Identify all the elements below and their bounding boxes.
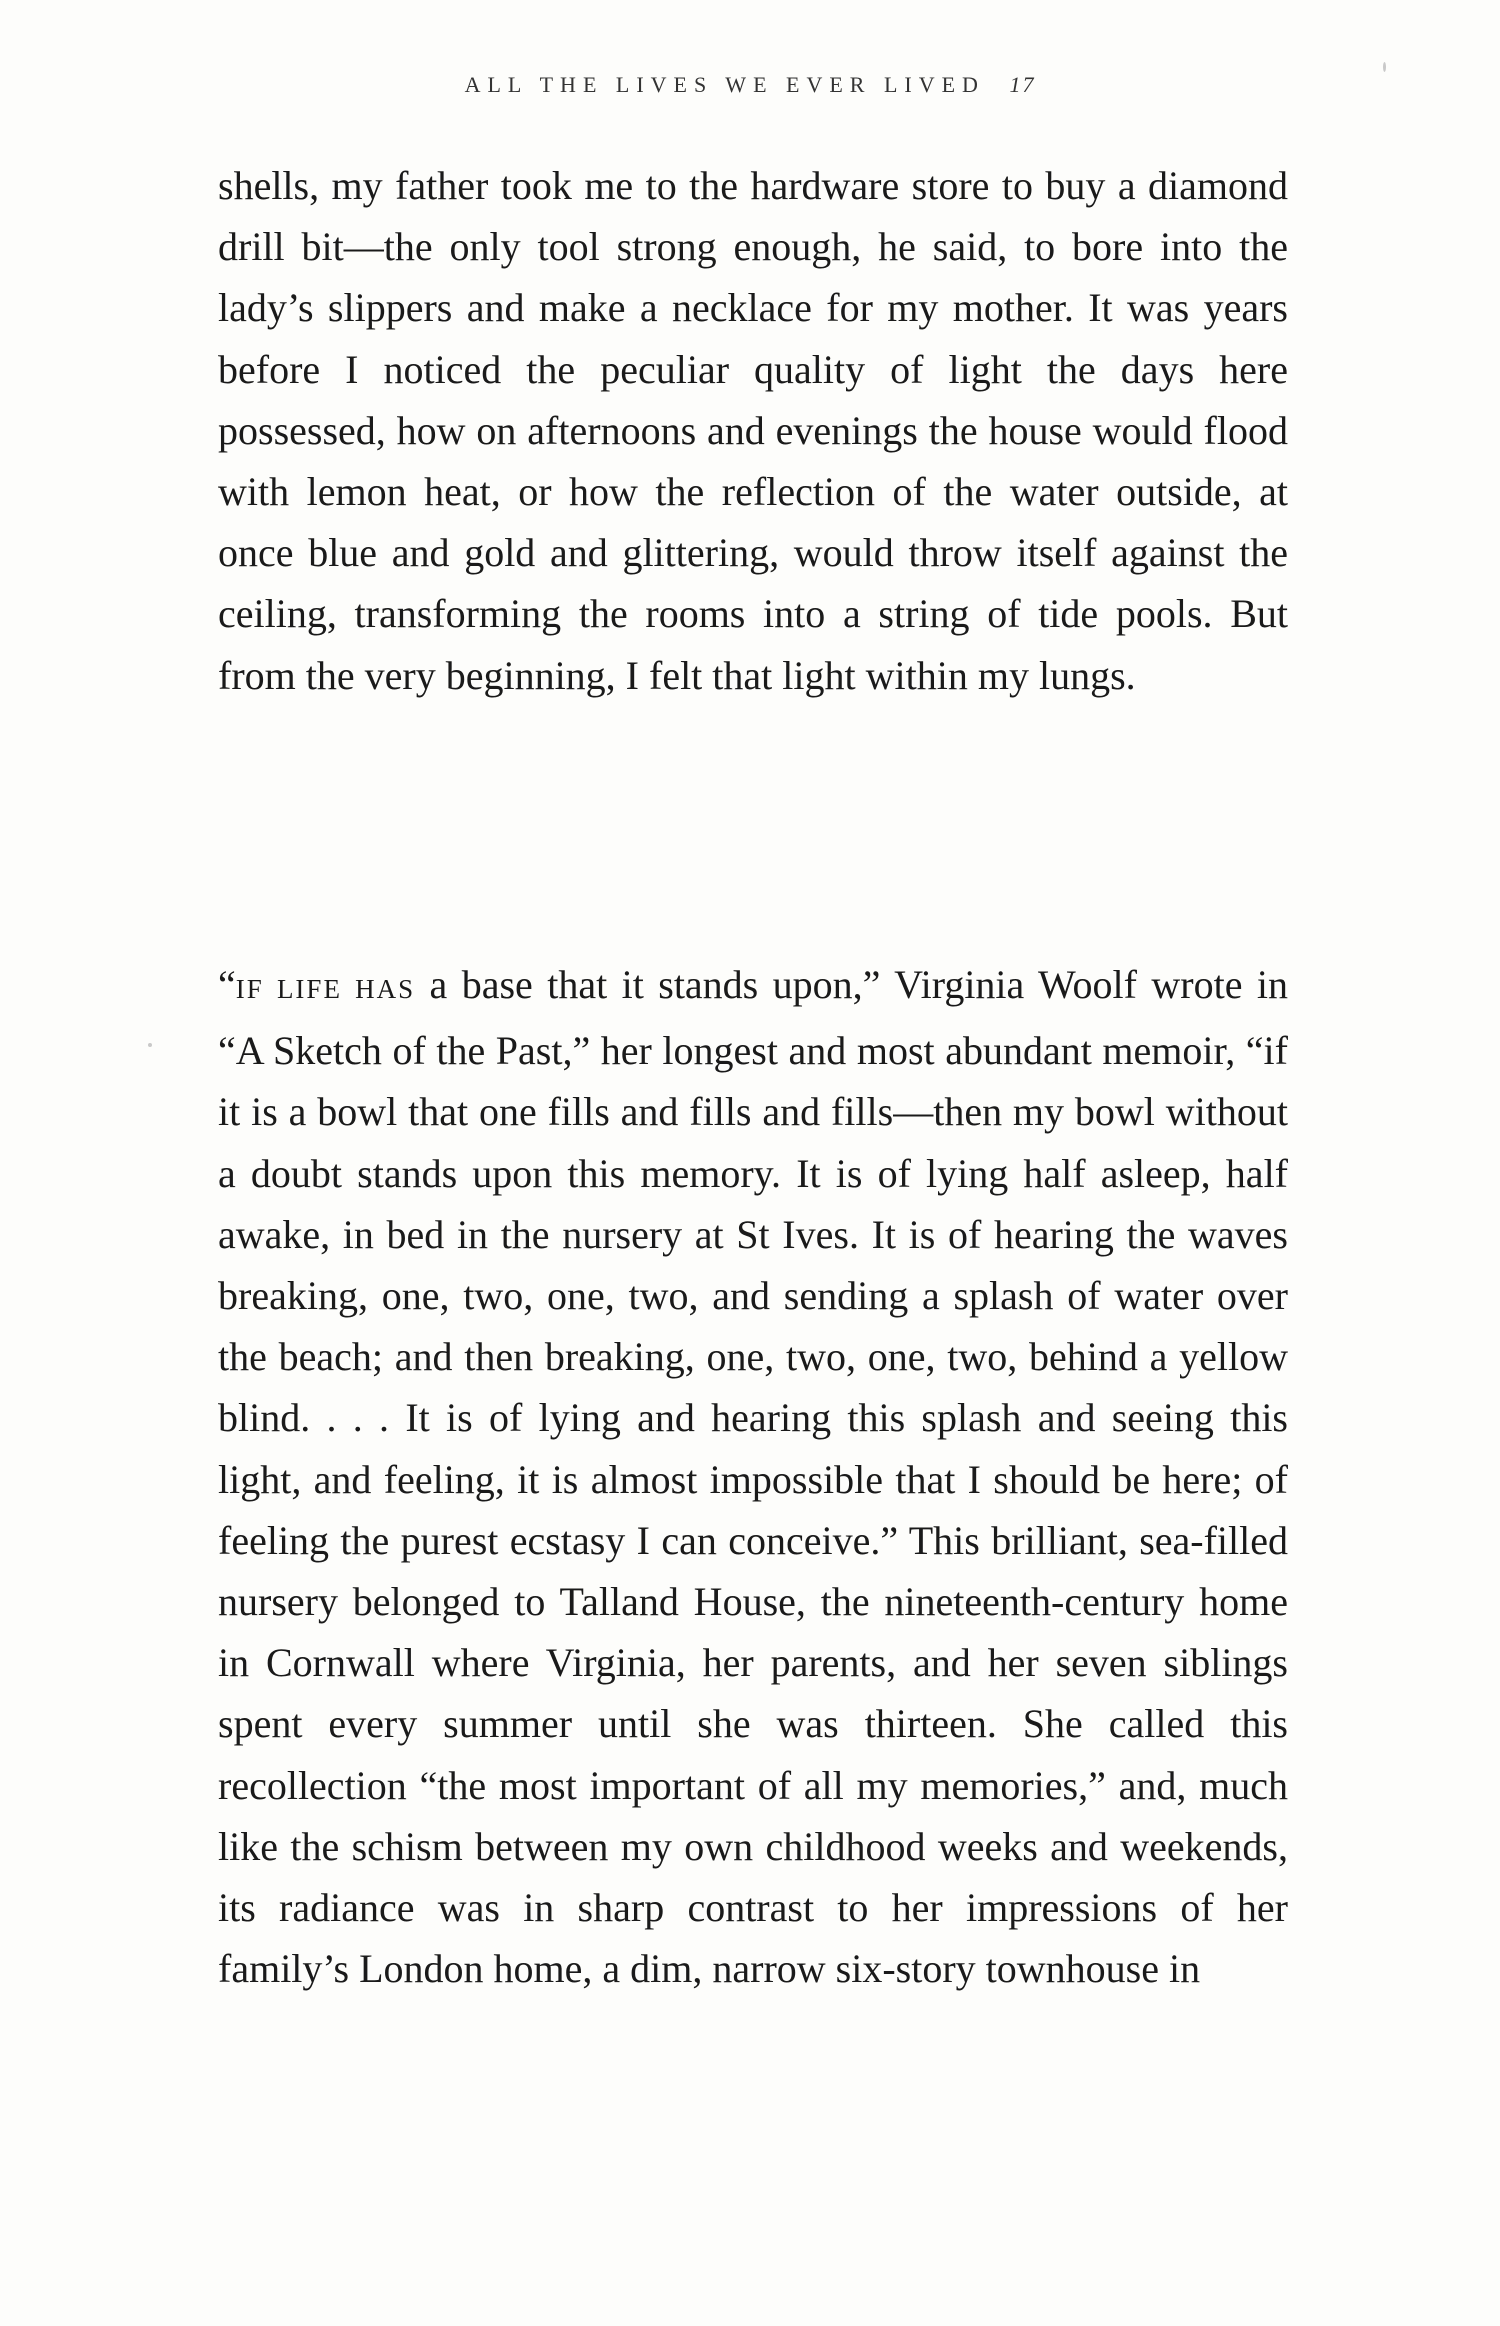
paragraph-continuation bbox=[218, 155, 1288, 706]
paragraph-2-text: a base that it stands upon,” Virginia Woolf wrote in “A Sketch of the Past,” her longest and most abundant memoir, “if it is a bowl that one fills and fills and fills—then my bowl without a doubt stands upon this memory. It is of lying half asleep, half awake, in bed in the nursery at St Ives. It is of hearing the waves breaking, one, two, one, two, and sending a splash of water over the beach; and then breaking, one, two, one, two, behind a yellow blind. . . . It is of lying and hearing this splash and seeing this light, and feeling, it is almost impossible that I should be here; of feeling the purest ecstasy I can conceive.” This brilliant, sea-filled nursery belonged to Talland House, the nineteenth-century home in Cornwall where Virginia, her parents, and her seven siblings spent every summer until she was thirteen. She called this recollection “the most important of all my memories,” and, much like the schism between my own childhood weeks and weekends, its radiance was in sharp contrast to her impressions of her family’s London home, a dim, narrow six-story townhouse in bbox=[218, 962, 1288, 1992]
paragraph-section-opening bbox=[218, 954, 1288, 1999]
smallcaps-lead: IF LIFE HAS bbox=[235, 974, 416, 1004]
paragraph-1-text: shells, my father took me to the hardware store to buy a diamond drill bit—the only tool strong enough, he said, to bore into the lady’s slippers and make a necklace for my mother. It was years before I noticed the peculiar quality of light the days here possessed, how on afternoons and evenings the house would flood with lemon heat, or how the reflection of the water outside, at once blue and gold and glittering, would throw itself against the ceiling, transforming the rooms into a string of tide pools. But from the very beginning, I felt that light within my lungs. bbox=[218, 163, 1288, 698]
scan-speck bbox=[1383, 62, 1386, 72]
page-number: 17 bbox=[1009, 72, 1036, 97]
opening-quote: “ bbox=[218, 962, 236, 1007]
running-title: ALL THE LIVES WE EVER LIVED bbox=[464, 72, 985, 97]
running-head bbox=[0, 72, 1500, 98]
scan-speck bbox=[148, 1043, 152, 1047]
